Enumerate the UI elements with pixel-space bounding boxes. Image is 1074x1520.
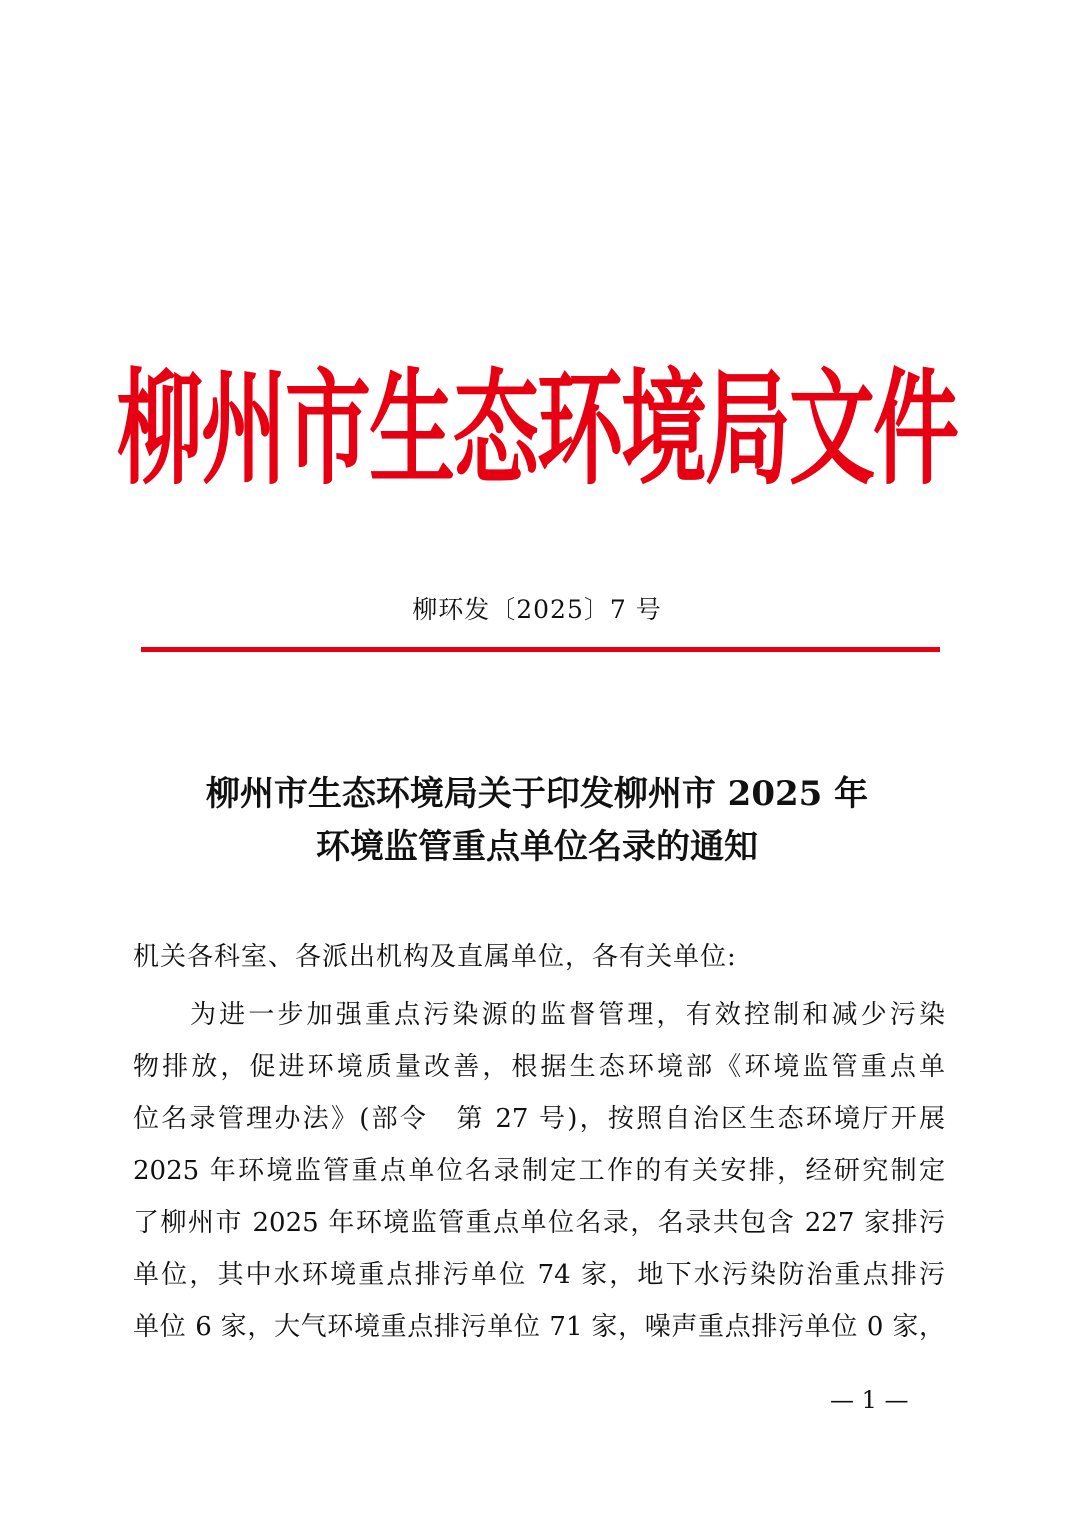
document-number: 柳环发〔2025〕7 号 xyxy=(412,595,662,624)
body-line-4: 2025 年环境监管重点单位名录制定工作的有关安排，经研究制定 xyxy=(133,1156,945,1186)
salutation: 机关各科室、各派出机构及直属单位，各有关单位: xyxy=(133,942,737,972)
document-title-line-1: 柳州市生态环境局关于印发柳州市 2025 年 xyxy=(205,774,869,814)
body-line-1: 为进一步加强重点污染源的监督管理，有效控制和减少污染 xyxy=(190,1000,945,1030)
masthead-issuer: 柳州市生态环境局文件 xyxy=(117,357,957,503)
body-line-6: 单位，其中水环境重点排污单位 74 家，地下水污染防治重点排污 xyxy=(133,1260,945,1290)
body-line-2: 物排放，促进环境质量改善，根据生态环境部《环境监管重点单 xyxy=(133,1052,945,1082)
body-line-5: 了柳州市 2025 年环境监管重点单位名录，名录共包含 227 家排污 xyxy=(133,1208,945,1238)
body-line-7: 单位 6 家，大气环境重点排污单位 71 家，噪声重点排污单位 0 家， xyxy=(133,1312,945,1342)
body-line-3: 位名录管理办法》(部令 第 27 号)，按照自治区生态环境厅开展 xyxy=(133,1104,945,1134)
document-title-line-2: 环境监管重点单位名录的通知 xyxy=(316,827,758,867)
red-separator-line xyxy=(141,647,940,652)
page-number: — 1 — xyxy=(830,1386,909,1414)
